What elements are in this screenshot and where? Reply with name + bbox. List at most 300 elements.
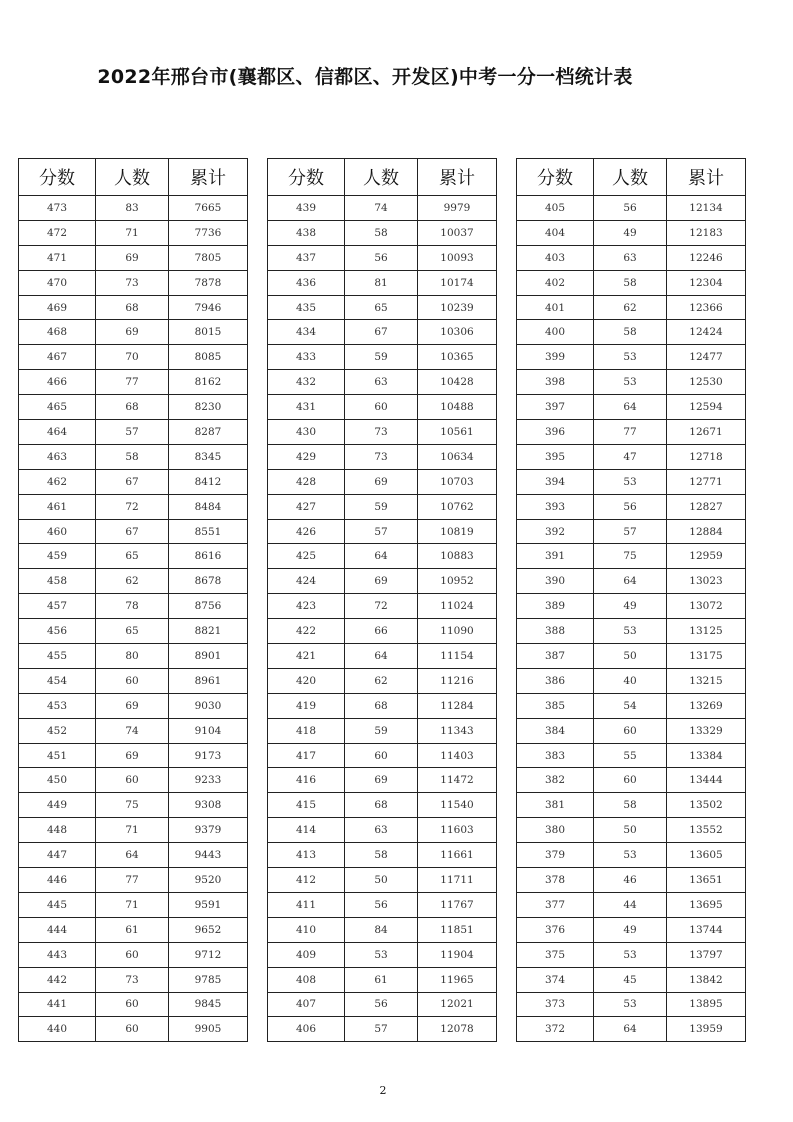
count-cell: 64 xyxy=(345,644,418,669)
cumulative-cell: 9979 xyxy=(418,196,497,221)
count-cell: 49 xyxy=(594,220,667,245)
table-row xyxy=(268,892,497,917)
score-cell: 377 xyxy=(517,892,594,917)
count-cell: 59 xyxy=(345,494,418,519)
table-row xyxy=(19,569,248,594)
table-row xyxy=(517,220,746,245)
score-cell: 445 xyxy=(19,892,96,917)
table-row xyxy=(517,345,746,370)
count-cell: 69 xyxy=(96,320,169,345)
count-cell: 60 xyxy=(96,768,169,793)
score-cell: 435 xyxy=(268,295,345,320)
table-row xyxy=(19,793,248,818)
page-title: 2022年邢台市(襄都区、信都区、开发区)中考一分一档统计表 xyxy=(97,66,633,88)
cumulative-cell: 9308 xyxy=(169,793,248,818)
table-row xyxy=(517,519,746,544)
count-cell: 65 xyxy=(96,544,169,569)
table-row xyxy=(19,245,248,270)
table-row xyxy=(268,793,497,818)
score-cell: 379 xyxy=(517,843,594,868)
score-cell: 460 xyxy=(19,519,96,544)
count-cell: 64 xyxy=(594,395,667,420)
score-cell: 411 xyxy=(268,892,345,917)
table-row xyxy=(19,942,248,967)
table-row xyxy=(268,245,497,270)
table-row xyxy=(517,494,746,519)
score-cell: 441 xyxy=(19,992,96,1017)
count-cell: 58 xyxy=(594,793,667,818)
table-row xyxy=(19,718,248,743)
score-cell: 454 xyxy=(19,668,96,693)
score-cell: 430 xyxy=(268,420,345,445)
table-row xyxy=(517,395,746,420)
cumulative-cell: 9379 xyxy=(169,818,248,843)
table-row xyxy=(517,942,746,967)
score-cell: 462 xyxy=(19,469,96,494)
cumulative-cell: 8678 xyxy=(169,569,248,594)
cumulative-cell: 13215 xyxy=(667,668,746,693)
score-cell: 469 xyxy=(19,295,96,320)
score-cell: 432 xyxy=(268,370,345,395)
count-cell: 75 xyxy=(96,793,169,818)
cumulative-cell: 9652 xyxy=(169,917,248,942)
cumulative-cell: 10428 xyxy=(418,370,497,395)
cumulative-cell: 11711 xyxy=(418,868,497,893)
header-cumulative: 累计 xyxy=(418,159,497,196)
count-cell: 63 xyxy=(345,818,418,843)
count-cell: 60 xyxy=(594,718,667,743)
cumulative-cell: 8085 xyxy=(169,345,248,370)
table-row xyxy=(517,444,746,469)
table-row xyxy=(268,594,497,619)
cumulative-cell: 9905 xyxy=(169,1017,248,1042)
table-row xyxy=(19,196,248,221)
score-cell: 434 xyxy=(268,320,345,345)
score-cell: 426 xyxy=(268,519,345,544)
table-row xyxy=(268,469,497,494)
count-cell: 62 xyxy=(345,668,418,693)
cumulative-cell: 10365 xyxy=(418,345,497,370)
table-row xyxy=(19,544,248,569)
score-cell: 443 xyxy=(19,942,96,967)
cumulative-cell: 12424 xyxy=(667,320,746,345)
cumulative-cell: 13895 xyxy=(667,992,746,1017)
count-cell: 73 xyxy=(345,420,418,445)
score-cell: 385 xyxy=(517,693,594,718)
score-cell: 458 xyxy=(19,569,96,594)
score-cell: 438 xyxy=(268,220,345,245)
cumulative-cell: 12671 xyxy=(667,420,746,445)
cumulative-cell: 10093 xyxy=(418,245,497,270)
cumulative-cell: 13444 xyxy=(667,768,746,793)
count-cell: 80 xyxy=(96,644,169,669)
table-row xyxy=(268,668,497,693)
score-cell: 447 xyxy=(19,843,96,868)
cumulative-cell: 13329 xyxy=(667,718,746,743)
score-cell: 417 xyxy=(268,743,345,768)
count-cell: 69 xyxy=(345,469,418,494)
table-row xyxy=(19,868,248,893)
table-row xyxy=(268,196,497,221)
cumulative-cell: 8162 xyxy=(169,370,248,395)
count-cell: 64 xyxy=(594,569,667,594)
cumulative-cell: 8015 xyxy=(169,320,248,345)
score-cell: 405 xyxy=(517,196,594,221)
score-cell: 406 xyxy=(268,1017,345,1042)
score-cell: 442 xyxy=(19,967,96,992)
count-cell: 67 xyxy=(96,519,169,544)
count-cell: 69 xyxy=(96,245,169,270)
count-cell: 59 xyxy=(345,345,418,370)
table-row xyxy=(19,345,248,370)
score-cell: 468 xyxy=(19,320,96,345)
table-row xyxy=(19,444,248,469)
count-cell: 70 xyxy=(96,345,169,370)
cumulative-cell: 11472 xyxy=(418,768,497,793)
cumulative-cell: 13175 xyxy=(667,644,746,669)
cumulative-cell: 9845 xyxy=(169,992,248,1017)
table-row xyxy=(517,619,746,644)
score-cell: 420 xyxy=(268,668,345,693)
score-cell: 423 xyxy=(268,594,345,619)
cumulative-cell: 12771 xyxy=(667,469,746,494)
count-cell: 55 xyxy=(594,743,667,768)
page-number: 2 xyxy=(379,1084,387,1097)
count-cell: 77 xyxy=(96,370,169,395)
score-cell: 473 xyxy=(19,196,96,221)
score-cell: 399 xyxy=(517,345,594,370)
table-row xyxy=(517,818,746,843)
cumulative-cell: 13502 xyxy=(667,793,746,818)
score-cell: 394 xyxy=(517,469,594,494)
score-cell: 461 xyxy=(19,494,96,519)
cumulative-cell: 13744 xyxy=(667,917,746,942)
score-cell: 416 xyxy=(268,768,345,793)
score-cell: 403 xyxy=(517,245,594,270)
score-cell: 386 xyxy=(517,668,594,693)
score-cell: 408 xyxy=(268,967,345,992)
table-row xyxy=(268,270,497,295)
cumulative-cell: 12594 xyxy=(667,395,746,420)
count-cell: 57 xyxy=(96,420,169,445)
table-row xyxy=(19,494,248,519)
count-cell: 53 xyxy=(594,843,667,868)
count-cell: 45 xyxy=(594,967,667,992)
score-cell: 467 xyxy=(19,345,96,370)
table-row xyxy=(517,320,746,345)
count-cell: 73 xyxy=(96,967,169,992)
score-cell: 457 xyxy=(19,594,96,619)
score-cell: 419 xyxy=(268,693,345,718)
cumulative-cell: 9104 xyxy=(169,718,248,743)
cumulative-cell: 12078 xyxy=(418,1017,497,1042)
count-cell: 75 xyxy=(594,544,667,569)
count-cell: 57 xyxy=(594,519,667,544)
table-row xyxy=(517,917,746,942)
cumulative-cell: 10239 xyxy=(418,295,497,320)
table-row xyxy=(517,196,746,221)
header-score: 分数 xyxy=(517,159,594,196)
count-cell: 69 xyxy=(96,693,169,718)
score-cell: 470 xyxy=(19,270,96,295)
cumulative-cell: 8821 xyxy=(169,619,248,644)
cumulative-cell: 7736 xyxy=(169,220,248,245)
cumulative-cell: 13797 xyxy=(667,942,746,967)
cumulative-cell: 11851 xyxy=(418,917,497,942)
count-cell: 61 xyxy=(96,917,169,942)
cumulative-cell: 11343 xyxy=(418,718,497,743)
cumulative-cell: 7946 xyxy=(169,295,248,320)
cumulative-cell: 10952 xyxy=(418,569,497,594)
cumulative-cell: 8901 xyxy=(169,644,248,669)
cumulative-cell: 10883 xyxy=(418,544,497,569)
cumulative-cell: 12366 xyxy=(667,295,746,320)
score-cell: 395 xyxy=(517,444,594,469)
table-row xyxy=(19,519,248,544)
score-cell: 444 xyxy=(19,917,96,942)
count-cell: 67 xyxy=(96,469,169,494)
count-cell: 73 xyxy=(345,444,418,469)
table-row xyxy=(268,843,497,868)
count-cell: 60 xyxy=(594,768,667,793)
table-row xyxy=(268,818,497,843)
count-cell: 63 xyxy=(345,370,418,395)
table-row xyxy=(517,768,746,793)
score-cell: 402 xyxy=(517,270,594,295)
cumulative-cell: 13072 xyxy=(667,594,746,619)
table-row xyxy=(19,843,248,868)
score-cell: 433 xyxy=(268,345,345,370)
score-cell: 392 xyxy=(517,519,594,544)
table-row xyxy=(517,270,746,295)
cumulative-cell: 8961 xyxy=(169,668,248,693)
count-cell: 64 xyxy=(345,544,418,569)
score-cell: 464 xyxy=(19,420,96,445)
table-row xyxy=(268,718,497,743)
count-cell: 62 xyxy=(96,569,169,594)
table-row xyxy=(268,494,497,519)
count-cell: 58 xyxy=(594,270,667,295)
score-cell: 381 xyxy=(517,793,594,818)
score-cell: 436 xyxy=(268,270,345,295)
count-cell: 49 xyxy=(594,594,667,619)
table-row xyxy=(268,743,497,768)
count-cell: 77 xyxy=(96,868,169,893)
count-cell: 66 xyxy=(345,619,418,644)
score-cell: 449 xyxy=(19,793,96,818)
count-cell: 44 xyxy=(594,892,667,917)
count-cell: 53 xyxy=(594,992,667,1017)
cumulative-cell: 12827 xyxy=(667,494,746,519)
count-cell: 64 xyxy=(96,843,169,868)
score-cell: 407 xyxy=(268,992,345,1017)
table-row xyxy=(268,917,497,942)
cumulative-cell: 9520 xyxy=(169,868,248,893)
table-row xyxy=(268,693,497,718)
count-cell: 56 xyxy=(345,992,418,1017)
score-cell: 376 xyxy=(517,917,594,942)
score-cell: 397 xyxy=(517,395,594,420)
cumulative-cell: 12183 xyxy=(667,220,746,245)
count-cell: 59 xyxy=(345,718,418,743)
score-cell: 415 xyxy=(268,793,345,818)
count-cell: 54 xyxy=(594,693,667,718)
table-row xyxy=(19,917,248,942)
count-cell: 58 xyxy=(345,843,418,868)
score-cell: 400 xyxy=(517,320,594,345)
count-cell: 68 xyxy=(345,793,418,818)
cumulative-cell: 13959 xyxy=(667,1017,746,1042)
count-cell: 60 xyxy=(345,395,418,420)
score-cell: 472 xyxy=(19,220,96,245)
cumulative-cell: 13605 xyxy=(667,843,746,868)
count-cell: 50 xyxy=(594,818,667,843)
score-cell: 382 xyxy=(517,768,594,793)
table-header-row xyxy=(19,159,248,196)
table-row xyxy=(19,320,248,345)
score-cell: 372 xyxy=(517,1017,594,1042)
score-cell: 380 xyxy=(517,818,594,843)
score-cell: 427 xyxy=(268,494,345,519)
score-cell: 421 xyxy=(268,644,345,669)
score-cell: 431 xyxy=(268,395,345,420)
cumulative-cell: 10703 xyxy=(418,469,497,494)
cumulative-cell: 13552 xyxy=(667,818,746,843)
score-cell: 404 xyxy=(517,220,594,245)
cumulative-cell: 12021 xyxy=(418,992,497,1017)
score-cell: 398 xyxy=(517,370,594,395)
count-cell: 68 xyxy=(345,693,418,718)
count-cell: 58 xyxy=(594,320,667,345)
count-cell: 73 xyxy=(96,270,169,295)
cumulative-cell: 11090 xyxy=(418,619,497,644)
table-row xyxy=(517,644,746,669)
score-cell: 439 xyxy=(268,196,345,221)
cumulative-cell: 9030 xyxy=(169,693,248,718)
cumulative-cell: 9233 xyxy=(169,768,248,793)
header-score: 分数 xyxy=(268,159,345,196)
table-row xyxy=(517,793,746,818)
cumulative-cell: 12246 xyxy=(667,245,746,270)
cumulative-cell: 13695 xyxy=(667,892,746,917)
table-row xyxy=(268,967,497,992)
cumulative-cell: 11284 xyxy=(418,693,497,718)
table-row xyxy=(268,619,497,644)
table-row xyxy=(517,469,746,494)
cumulative-cell: 13125 xyxy=(667,619,746,644)
cumulative-cell: 11965 xyxy=(418,967,497,992)
count-cell: 40 xyxy=(594,668,667,693)
table-row xyxy=(19,644,248,669)
table-row xyxy=(268,1017,497,1042)
table-row xyxy=(517,693,746,718)
count-cell: 72 xyxy=(345,594,418,619)
table-row xyxy=(517,569,746,594)
table-row xyxy=(517,668,746,693)
cumulative-cell: 12884 xyxy=(667,519,746,544)
cumulative-cell: 9591 xyxy=(169,892,248,917)
table-row xyxy=(19,619,248,644)
cumulative-cell: 11216 xyxy=(418,668,497,693)
table-row xyxy=(517,743,746,768)
cumulative-cell: 7805 xyxy=(169,245,248,270)
cumulative-cell: 10174 xyxy=(418,270,497,295)
count-cell: 57 xyxy=(345,519,418,544)
cumulative-cell: 12477 xyxy=(667,345,746,370)
cumulative-cell: 9443 xyxy=(169,843,248,868)
score-cell: 437 xyxy=(268,245,345,270)
count-cell: 60 xyxy=(345,743,418,768)
cumulative-cell: 10037 xyxy=(418,220,497,245)
count-cell: 83 xyxy=(96,196,169,221)
cumulative-cell: 8616 xyxy=(169,544,248,569)
score-cell: 446 xyxy=(19,868,96,893)
count-cell: 74 xyxy=(345,196,418,221)
count-cell: 53 xyxy=(594,345,667,370)
table-row xyxy=(19,370,248,395)
count-cell: 50 xyxy=(594,644,667,669)
table-row xyxy=(19,270,248,295)
cumulative-cell: 8345 xyxy=(169,444,248,469)
table-row xyxy=(19,220,248,245)
cumulative-cell: 11603 xyxy=(418,818,497,843)
table-row xyxy=(268,220,497,245)
cumulative-cell: 9785 xyxy=(169,967,248,992)
table-row xyxy=(268,395,497,420)
count-cell: 57 xyxy=(345,1017,418,1042)
count-cell: 68 xyxy=(96,395,169,420)
header-cumulative: 累计 xyxy=(169,159,248,196)
count-cell: 50 xyxy=(345,868,418,893)
cumulative-cell: 12959 xyxy=(667,544,746,569)
cumulative-cell: 8230 xyxy=(169,395,248,420)
cumulative-cell: 7665 xyxy=(169,196,248,221)
cumulative-cell: 13384 xyxy=(667,743,746,768)
score-cell: 373 xyxy=(517,992,594,1017)
score-cell: 389 xyxy=(517,594,594,619)
header-cumulative: 累计 xyxy=(667,159,746,196)
cumulative-cell: 7878 xyxy=(169,270,248,295)
count-cell: 60 xyxy=(96,942,169,967)
score-cell: 396 xyxy=(517,420,594,445)
count-cell: 53 xyxy=(345,942,418,967)
cumulative-cell: 13269 xyxy=(667,693,746,718)
cumulative-cell: 8756 xyxy=(169,594,248,619)
score-cell: 428 xyxy=(268,469,345,494)
cumulative-cell: 11154 xyxy=(418,644,497,669)
table-row xyxy=(19,1017,248,1042)
count-cell: 71 xyxy=(96,818,169,843)
table-row xyxy=(19,967,248,992)
table-row xyxy=(268,644,497,669)
cumulative-cell: 8287 xyxy=(169,420,248,445)
count-cell: 46 xyxy=(594,868,667,893)
score-cell: 374 xyxy=(517,967,594,992)
table-row xyxy=(19,992,248,1017)
cumulative-cell: 11904 xyxy=(418,942,497,967)
score-cell: 448 xyxy=(19,818,96,843)
count-cell: 58 xyxy=(96,444,169,469)
score-cell: 440 xyxy=(19,1017,96,1042)
table-row xyxy=(268,569,497,594)
score-cell: 450 xyxy=(19,768,96,793)
header-score: 分数 xyxy=(19,159,96,196)
score-cell: 388 xyxy=(517,619,594,644)
score-cell: 384 xyxy=(517,718,594,743)
score-table-1 xyxy=(18,158,248,1042)
score-cell: 424 xyxy=(268,569,345,594)
count-cell: 58 xyxy=(345,220,418,245)
